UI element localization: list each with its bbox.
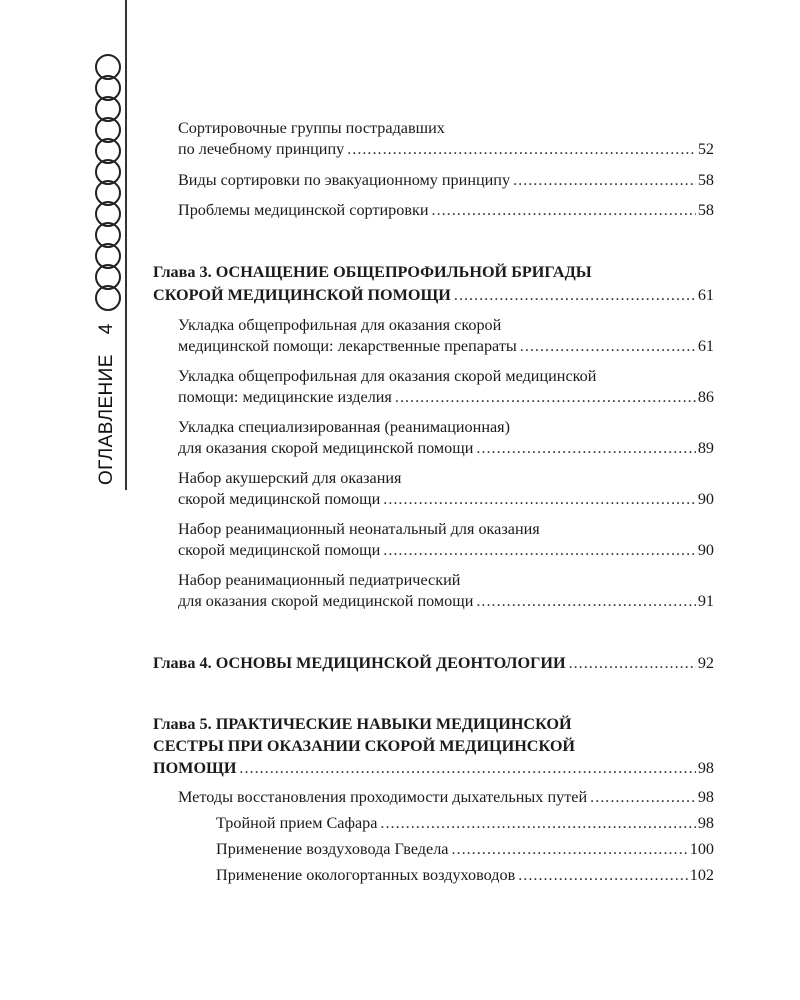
- toc-page: 90: [697, 490, 714, 508]
- toc-entry-line: Набор реанимационный неонатальный для оказания: [178, 520, 540, 538]
- toc-page: 89: [697, 439, 714, 457]
- toc-page: 100: [689, 840, 714, 858]
- toc-page: 98: [697, 759, 714, 777]
- toc-entry[interactable]: скорой медицинской помощи ..... 90: [178, 489, 714, 509]
- toc-page: 102: [689, 866, 714, 884]
- section-label: ОГЛАВЛЕНИЕ: [96, 354, 117, 485]
- toc-entry-line: Набор реанимационный педиатрический: [178, 571, 461, 589]
- toc-entry[interactable]: по лечебному принципу ..... 52: [178, 139, 714, 159]
- toc-entry[interactable]: Применение окологортанных воздуховодов ..... 102: [216, 865, 714, 885]
- toc-entry[interactable]: скорой медицинской помощи ..... 90: [178, 540, 714, 560]
- toc-entry-line: Набор акушерский для оказания: [178, 469, 402, 487]
- toc-entry-line: Сортировочные группы пострадавших: [178, 119, 445, 137]
- toc-entry[interactable]: помощи: медицинские изделия ..... 86: [178, 387, 714, 407]
- toc-page: 98: [697, 788, 714, 806]
- toc-entry[interactable]: Применение воздуховода Гведела ..... 100: [216, 839, 714, 859]
- toc-entry-line: Укладка общепрофильная для оказания скорой медицинской: [178, 367, 597, 385]
- toc-page: 52: [697, 140, 714, 158]
- toc-entry[interactable]: Виды сортировки по эвакуационному принципу ..... 58: [178, 170, 714, 190]
- toc-entry-line: Укладка общепрофильная для оказания скорой: [178, 316, 502, 334]
- toc-entry[interactable]: Методы восстановления проходимости дыхательных путей ..... 98: [178, 787, 714, 807]
- toc-page: 61: [697, 286, 714, 304]
- toc-entry[interactable]: для оказания скорой медицинской помощи ..... 89: [178, 438, 714, 458]
- toc-page: 98: [697, 814, 714, 832]
- chapter-entry[interactable]: Глава 4. ОСНОВЫ МЕДИЦИНСКОЙ ДЕОНТОЛОГИИ ..... 92: [153, 653, 714, 673]
- toc-entry[interactable]: медицинской помощи: лекарственные препараты ..... 61: [178, 336, 714, 356]
- chapter-entry[interactable]: СКОРОЙ МЕДИЦИНСКОЙ ПОМОЩИ ..... 61: [153, 285, 714, 305]
- toc-page: 92: [697, 654, 714, 672]
- toc-page: 58: [697, 201, 714, 219]
- chapter-entry[interactable]: ПОМОЩИ ..... 98: [153, 758, 714, 778]
- chapter-heading-line: СЕСТРЫ ПРИ ОКАЗАНИИ СКОРОЙ МЕДИЦИНСКОЙ: [153, 737, 576, 755]
- toc-page: 61: [697, 337, 714, 355]
- toc-page: 58: [697, 171, 714, 189]
- page-number: 4: [96, 323, 117, 335]
- toc-entry-line: Укладка специализированная (реанимационная): [178, 418, 511, 436]
- chapter-heading-line: Глава 5. ПРАКТИЧЕСКИЕ НАВЫКИ МЕДИЦИНСКОЙ: [153, 715, 572, 733]
- toc-entry[interactable]: Проблемы медицинской сортировки ..... 58: [178, 200, 714, 220]
- toc-page: 86: [697, 388, 714, 406]
- toc-page: 91: [697, 592, 714, 610]
- toc-entry[interactable]: Тройной прием Сафара ..... 98: [216, 813, 714, 833]
- toc-entry[interactable]: для оказания скорой медицинской помощи ..... 91: [178, 591, 714, 611]
- toc-page: 90: [697, 541, 714, 559]
- chapter-heading-line: Глава 3. ОСНАЩЕНИЕ ОБЩЕПРОФИЛЬНОЙ БРИГАДЫ: [153, 263, 592, 281]
